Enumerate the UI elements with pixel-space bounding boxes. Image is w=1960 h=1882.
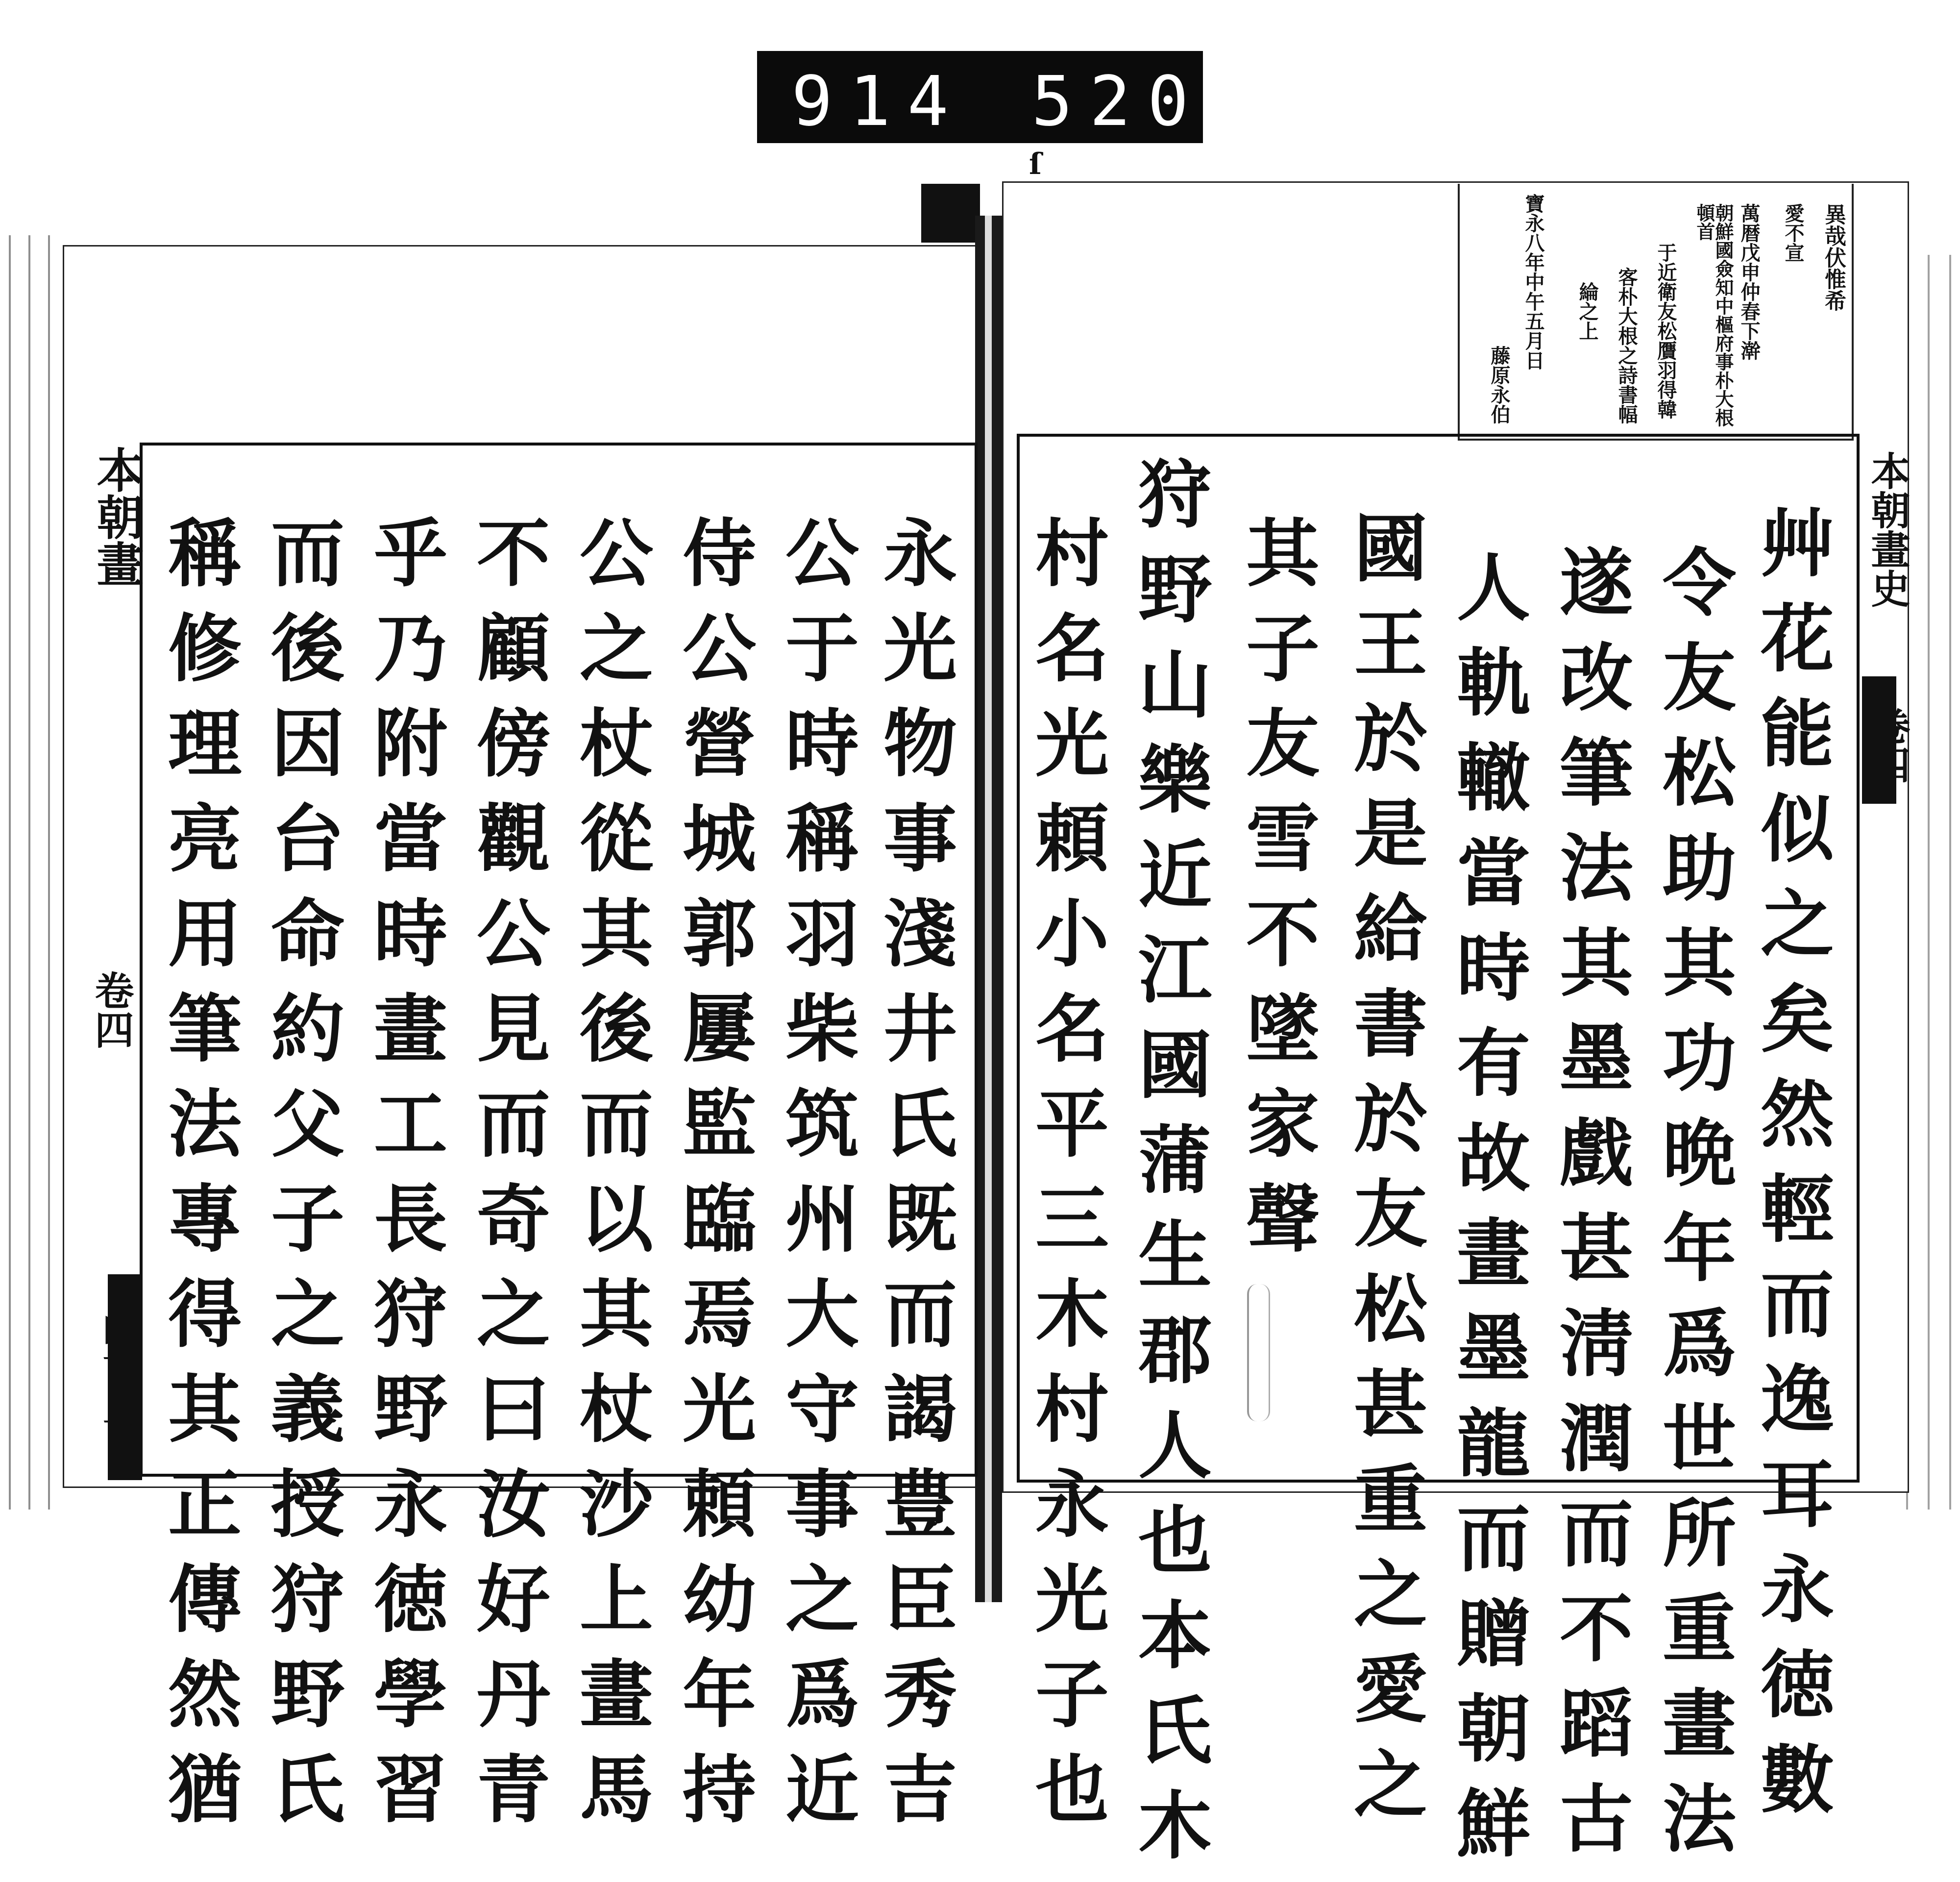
text-column: 乎乃附當時畫工長狩野永徳學習: [361, 515, 447, 1846]
text-column: 狩野山樂近江國蒲生郡人也本氏木: [1126, 456, 1212, 1882]
left-page-edge: [0, 235, 64, 1510]
colophon-line: 綸之上: [1576, 282, 1599, 341]
spine-strip: [921, 184, 980, 243]
text-column: 令友松助其功晩年爲世所重畫法: [1650, 544, 1736, 1875]
colophon-line: 寶永八年中午五月日: [1522, 194, 1545, 370]
text-column: 稱修理亮用筆法專得其正傳然猶: [155, 515, 242, 1846]
text-column: 侍公營城郭屢監臨焉光頼幼年持: [670, 515, 756, 1846]
catalog-number-right: 520.: [1031, 62, 1264, 142]
text-column: 永光物事淺井氏既而謁豊臣秀吉: [871, 515, 957, 1846]
text-column: 艸花能似之矣然輕而逸耳永徳數: [1748, 505, 1834, 1836]
margin-title-text: 本朝畫: [89, 446, 145, 587]
margin-ink-blot: [1862, 676, 1896, 804]
colophon-line: 萬暦戊申仲春下澣: [1738, 203, 1761, 360]
text-column: 而後因台命約父子之義授狩野氏: [258, 515, 344, 1846]
ink-tick: ſ: [1029, 147, 1042, 181]
text-column: 公之杖從其後而以其杖沙上畫馬: [567, 515, 653, 1846]
book-gutter-highlight: [985, 216, 992, 1602]
stain-mark: [1247, 1284, 1270, 1421]
text-column: 村名光頼小名平三木村永光子也: [1023, 515, 1109, 1846]
right-page-margin-title: [1860, 441, 1911, 1470]
colophon-line: 客朴大根之詩書幅: [1615, 267, 1638, 424]
margin-ink-blot: [108, 1274, 142, 1480]
text-column: 人軌轍當時有故畫墨龍而贈朝鮮: [1444, 549, 1530, 1880]
text-column: 其子友雪不墜家聲: [1233, 515, 1320, 1275]
colophon-line: 愛不宣: [1782, 203, 1805, 262]
text-column: 國王於是給書於友松甚重之愛之: [1341, 510, 1427, 1841]
margin-title-text: 本朝畫史: [1864, 451, 1911, 608]
colophon-line: 于近衛友松贋羽得韓: [1654, 243, 1677, 419]
colophon-signature: 藤原永伯: [1488, 346, 1511, 424]
catalog-number-left: 914: [791, 62, 965, 142]
text-column: 不顧傍觀公見而奇之曰汝好丹青: [464, 515, 550, 1846]
text-column: 遂改筆法其墨戲甚淸潤而不蹈古: [1547, 544, 1633, 1875]
text-column: 公于時稱羽柴筑州大守事之爲近: [773, 515, 859, 1846]
colophon-box: [1458, 184, 1854, 441]
colophon-line: 異哉伏惟希: [1821, 203, 1846, 311]
margin-volume: 卷四: [88, 970, 134, 1049]
colophon-line: 朝鮮國僉知中樞府事朴大根頓首: [1693, 203, 1734, 427]
catalog-number-label: [757, 51, 1264, 143]
